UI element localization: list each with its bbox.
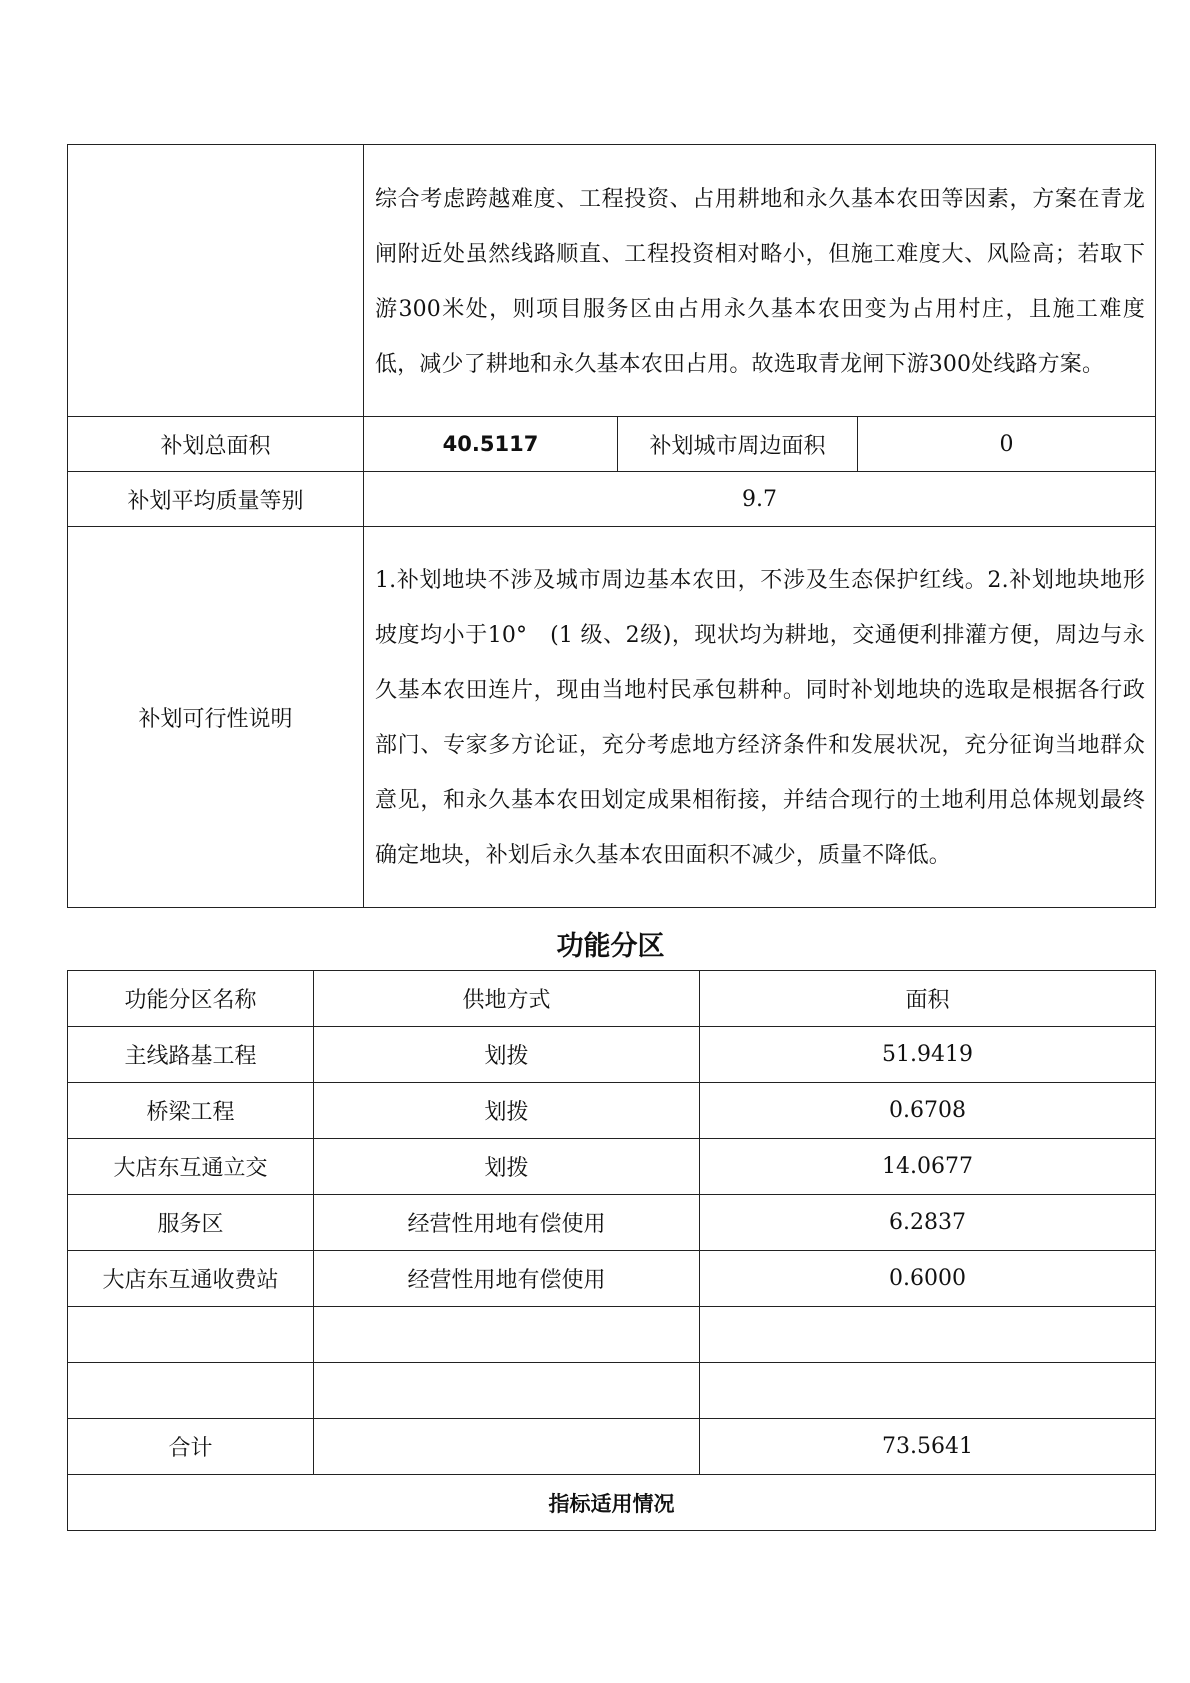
- supply-method: 划拨: [314, 1083, 700, 1139]
- zone-name: 大店东互通收费站: [68, 1251, 314, 1307]
- quality-row: [68, 472, 1156, 527]
- quality-label: 补划平均质量等别: [68, 472, 364, 527]
- header-zone-name: 功能分区名称: [68, 971, 314, 1027]
- quality-value: 9.7: [364, 472, 1156, 527]
- table-row: [68, 1139, 1156, 1195]
- header-area: 面积: [700, 971, 1156, 1027]
- supply-method: 经营性用地有偿使用: [314, 1195, 700, 1251]
- scheme-label-cell: [68, 145, 364, 417]
- supply-method: 划拨: [314, 1139, 700, 1195]
- zone-name: [68, 1363, 314, 1419]
- area-value: [700, 1363, 1156, 1419]
- area-value: 14.0677: [700, 1139, 1156, 1195]
- table-row: [68, 1027, 1156, 1083]
- functional-zone-table: [67, 970, 1156, 1531]
- zone-name: 主线路基工程: [68, 1027, 314, 1083]
- feasibility-row: [68, 527, 1156, 908]
- total-area-value: 40.5117: [364, 417, 618, 472]
- total-supply: [314, 1419, 700, 1475]
- area-value: 0.6708: [700, 1083, 1156, 1139]
- total-area-label: 补划总面积: [68, 417, 364, 472]
- table-row: [68, 1251, 1156, 1307]
- area-value: [700, 1307, 1156, 1363]
- total-label: 合计: [68, 1419, 314, 1475]
- zone-name: 大店东互通立交: [68, 1139, 314, 1195]
- area-value: 51.9419: [700, 1027, 1156, 1083]
- area-value: 0.6000: [700, 1251, 1156, 1307]
- zone-name: [68, 1307, 314, 1363]
- table-row: [68, 1195, 1156, 1251]
- supply-method: [314, 1363, 700, 1419]
- zone-name: 桥梁工程: [68, 1083, 314, 1139]
- table-row-empty: [68, 1363, 1156, 1419]
- scheme-paragraph: 综合考虑跨越难度、工程投资、占用耕地和永久基本农田等因素，方案在青龙闸附近处虽然线路顺直、工程投资相对略小，但施工难度大、风险高；若取下游300米处，则项目服务区由占用永久基本农田变为占用村庄，且施工难度低，减少了耕地和永久基本农田占用。故选取青龙闸下游300处线路方案。: [364, 145, 1156, 417]
- supply-method: 经营性用地有偿使用: [314, 1251, 700, 1307]
- indicator-heading: 指标适用情况: [68, 1475, 1156, 1531]
- footer-row: [68, 1475, 1156, 1531]
- header-row: [68, 971, 1156, 1027]
- city-area-value: 0: [858, 417, 1156, 472]
- total-area-row: [68, 417, 1156, 472]
- feasibility-text: 1.补划地块不涉及城市周边基本农田，不涉及生态保护红线。2.补划地块地形坡度均小于10° (1 级、2级)，现状均为耕地，交通便利排灌方便，周边与永久基本农田连片，现由当地村民承包耕种。同时补划地块的选取是根据各行政部门、专家多方论证，充分考虑地方经济条件和发展状况，充分征询当地群众意见，和永久基本农田划定成果相衔接，并结合现行的土地利用总体规划最终确定地块，补划后永久基本农田面积不减少，质量不降低。: [364, 527, 1156, 908]
- feasibility-label: 补划可行性说明: [68, 527, 364, 908]
- total-area: 73.5641: [700, 1419, 1156, 1475]
- zone-name: 服务区: [68, 1195, 314, 1251]
- table-row-empty: [68, 1307, 1156, 1363]
- scheme-row: [68, 145, 1156, 417]
- land-supplement-table: [67, 144, 1156, 908]
- area-value: 6.2837: [700, 1195, 1156, 1251]
- header-supply-method: 供地方式: [314, 971, 700, 1027]
- supply-method: [314, 1307, 700, 1363]
- table-row: [68, 1083, 1156, 1139]
- city-area-label: 补划城市周边面积: [618, 417, 858, 472]
- section-title: 功能分区: [556, 931, 665, 962]
- total-row: [68, 1419, 1156, 1475]
- supply-method: 划拨: [314, 1027, 700, 1083]
